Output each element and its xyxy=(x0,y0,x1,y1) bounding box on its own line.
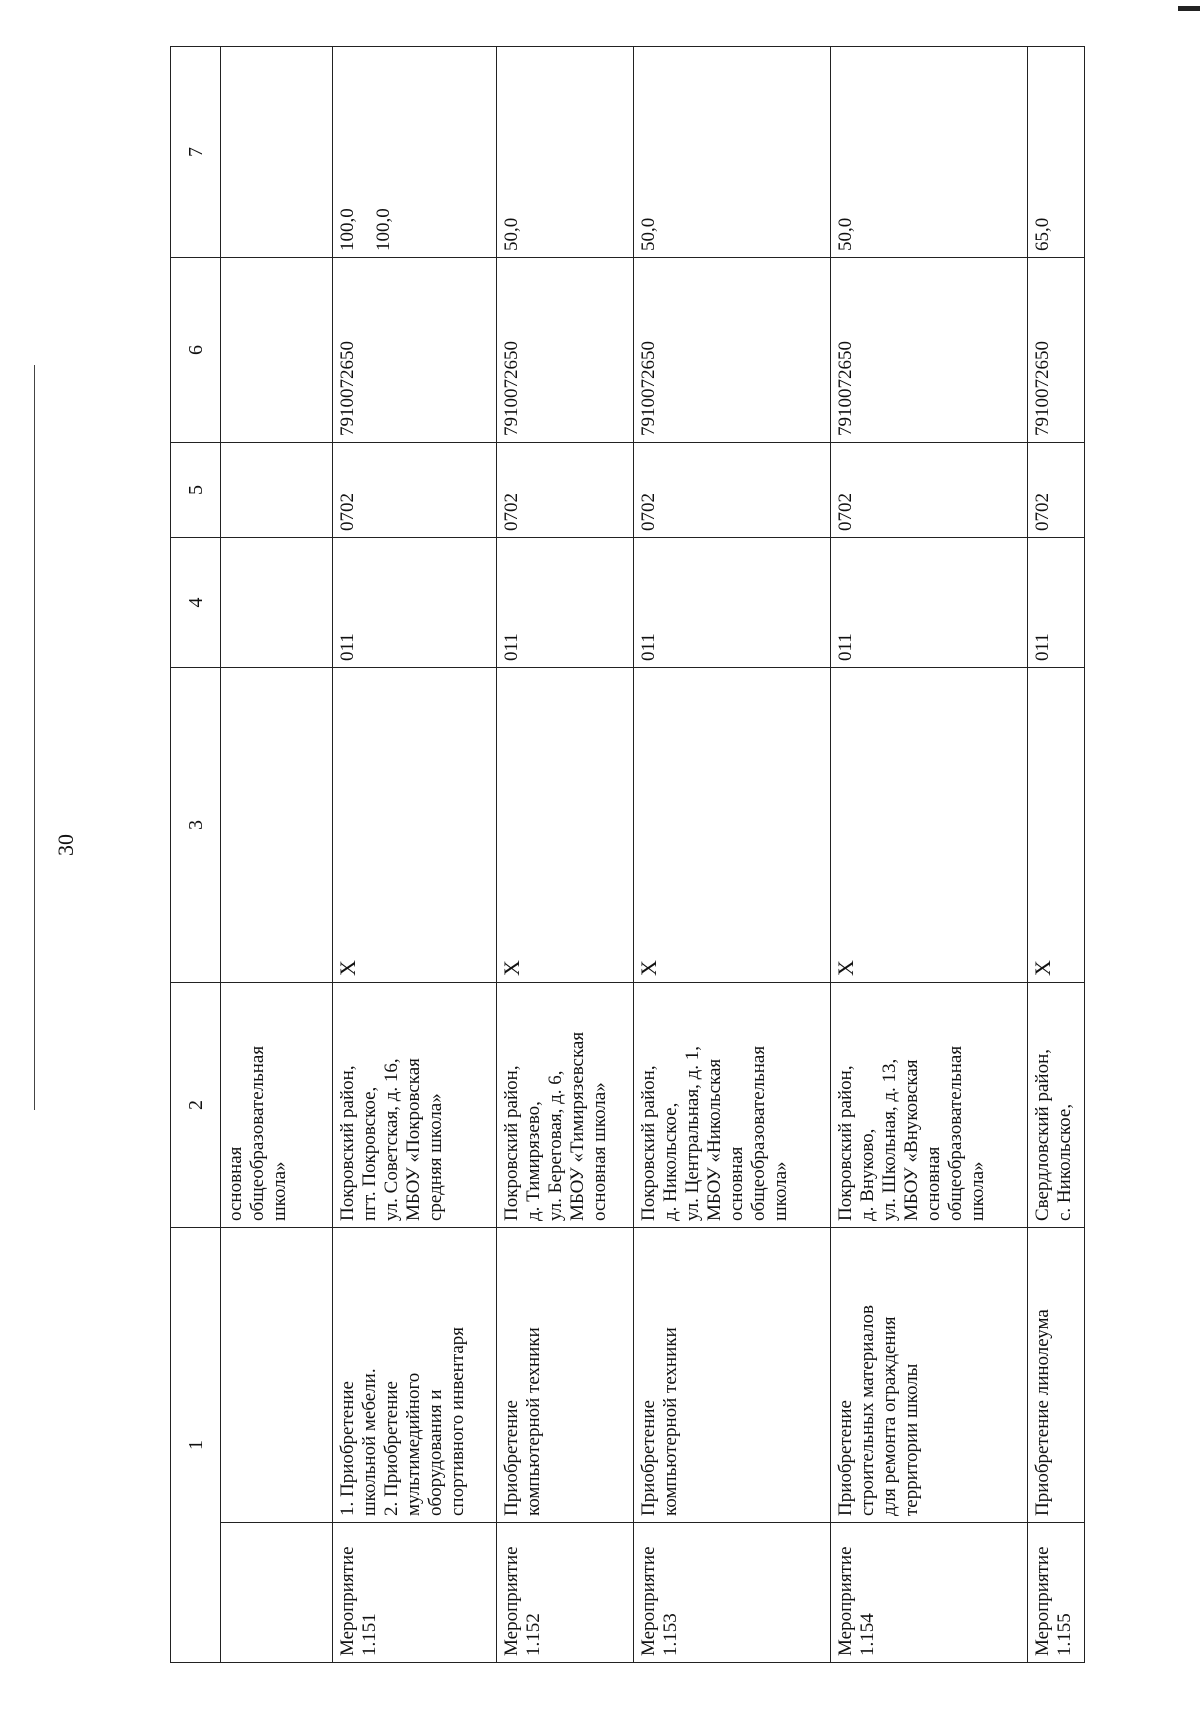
header-cell: 7 xyxy=(171,47,221,258)
column-6-cell: 7910072650 xyxy=(634,258,831,443)
address-line: Покровский район, xyxy=(638,1065,659,1221)
description-cell xyxy=(634,1228,831,1523)
event-line: Мероприятие xyxy=(1032,1546,1053,1656)
description-cell xyxy=(333,1228,497,1523)
header-cell: 2 xyxy=(171,983,221,1228)
address-line: ул. Береговая, д. 6, xyxy=(545,1070,566,1221)
description-cell xyxy=(1028,1228,1085,1523)
description-line: 1. Приобретение xyxy=(337,1381,358,1516)
column-6-cell xyxy=(221,258,333,443)
event-line: 1.151 xyxy=(359,1613,380,1656)
budget-events-table xyxy=(170,46,1085,1663)
event-cell xyxy=(221,1523,333,1663)
table-row xyxy=(831,47,1028,1663)
column-3-cell: Х xyxy=(497,668,634,983)
description-line: Приобретение линолеума xyxy=(1032,1309,1053,1516)
column-4-cell: 011 xyxy=(1028,538,1085,668)
amount-cell xyxy=(333,47,497,258)
column-4-cell: 011 xyxy=(333,538,497,668)
header-cell: 6 xyxy=(171,258,221,443)
event-line: 1.155 xyxy=(1054,1613,1075,1656)
header-cell: 5 xyxy=(171,443,221,538)
address-cell xyxy=(831,983,1028,1228)
address-line: МБОУ «Покровская xyxy=(403,1058,424,1221)
column-3-cell xyxy=(221,668,333,983)
column-4-cell xyxy=(221,538,333,668)
table-row xyxy=(1028,47,1085,1663)
rotated-page-content xyxy=(170,47,1084,1663)
description-cell xyxy=(497,1228,634,1523)
address-line: основная школа» xyxy=(589,1082,610,1221)
address-line: средняя школа» xyxy=(425,1093,446,1221)
column-5-cell: 0702 xyxy=(1028,443,1085,538)
event-cell xyxy=(634,1523,831,1663)
amount-cell xyxy=(1028,47,1085,258)
column-6-cell: 7910072650 xyxy=(1028,258,1085,443)
address-line: д. Никольское, xyxy=(660,1102,681,1221)
address-line: общеобразовательная xyxy=(945,1045,966,1221)
address-line: общеобразовательная xyxy=(748,1045,769,1221)
description-line: территории школы xyxy=(901,1363,922,1516)
address-line: д. Внуково, xyxy=(857,1128,878,1221)
address-line: Покровский район, xyxy=(835,1065,856,1221)
address-line: МБОУ «Тимирязевская xyxy=(567,1031,588,1221)
description-line: Приобретение xyxy=(835,1400,856,1516)
description-line: компьютерной техники xyxy=(660,1327,681,1516)
event-line: Мероприятие xyxy=(337,1546,358,1656)
event-cell xyxy=(333,1523,497,1663)
column-3-cell: Х xyxy=(831,668,1028,983)
column-5-cell: 0702 xyxy=(333,443,497,538)
event-line: 1.152 xyxy=(523,1613,544,1656)
description-line: Приобретение xyxy=(638,1400,659,1516)
address-line: Свердловский район, xyxy=(1032,1049,1053,1221)
address-line: ул. Школьная, д. 13, xyxy=(879,1058,900,1221)
address-line: школа» xyxy=(770,1161,791,1221)
table-row xyxy=(634,47,831,1663)
address-line: основная xyxy=(225,1146,246,1221)
address-line: МБОУ «Никольская xyxy=(704,1058,725,1221)
address-line: ул. Советская, д. 16, xyxy=(381,1058,402,1221)
address-line: с. Никольское, xyxy=(1054,1103,1075,1221)
address-line: Покровский район, xyxy=(337,1065,358,1221)
page-number: 30 xyxy=(53,834,78,856)
address-cell xyxy=(497,983,634,1228)
table-header-row xyxy=(171,47,221,1663)
address-line: д. Тимирязево, xyxy=(523,1101,544,1221)
amount-cell xyxy=(221,47,333,258)
header-cell: 3 xyxy=(171,668,221,983)
address-line: пгт. Покровское, xyxy=(359,1086,380,1221)
column-4-cell: 011 xyxy=(497,538,634,668)
column-6-cell: 7910072650 xyxy=(333,258,497,443)
amount-value: 100,0 xyxy=(373,208,394,251)
column-4-cell: 011 xyxy=(634,538,831,668)
event-line: 1.154 xyxy=(857,1613,878,1656)
event-line: Мероприятие xyxy=(835,1546,856,1656)
column-5-cell: 0702 xyxy=(831,443,1028,538)
table-row xyxy=(333,47,497,1663)
address-cell xyxy=(221,983,333,1228)
column-4-cell: 011 xyxy=(831,538,1028,668)
continuation-row xyxy=(221,47,333,1663)
amount-value: 100,0 xyxy=(337,208,358,251)
address-cell xyxy=(1028,983,1085,1228)
address-cell xyxy=(634,983,831,1228)
amount-cell xyxy=(831,47,1028,258)
description-cell xyxy=(831,1228,1028,1523)
address-line: школа» xyxy=(269,1161,290,1221)
amount-cell xyxy=(497,47,634,258)
amount-value: 50,0 xyxy=(501,217,522,251)
column-3-cell: Х xyxy=(1028,668,1085,983)
event-line: Мероприятие xyxy=(638,1546,659,1656)
amount-value: 50,0 xyxy=(835,217,856,251)
address-cell xyxy=(333,983,497,1228)
address-line: ул. Центральная, д. 1, xyxy=(682,1045,703,1221)
left-margin-line xyxy=(34,365,35,1110)
description-line: 2. Приобретение xyxy=(381,1381,402,1516)
description-line: для ремонта ограждения xyxy=(879,1316,900,1516)
address-line: МБОУ «Внуковская xyxy=(901,1059,922,1221)
column-6-cell: 7910072650 xyxy=(831,258,1028,443)
address-line: Покровский район, xyxy=(501,1065,522,1221)
description-line: оборудования и xyxy=(425,1389,446,1516)
address-line: основная xyxy=(726,1146,747,1221)
description-line: строительных материалов xyxy=(857,1305,878,1516)
event-cell xyxy=(831,1523,1028,1663)
event-line: Мероприятие xyxy=(501,1546,522,1656)
column-3-cell: Х xyxy=(333,668,497,983)
column-5-cell: 0702 xyxy=(497,443,634,538)
description-line: мультимедийного xyxy=(403,1372,424,1516)
corner-scan-mark xyxy=(1178,6,1200,11)
address-line: общеобразовательная xyxy=(247,1045,268,1221)
amount-cell xyxy=(634,47,831,258)
column-3-cell: Х xyxy=(634,668,831,983)
amount-value: 65,0 xyxy=(1032,217,1053,251)
column-5-cell: 0702 xyxy=(634,443,831,538)
event-cell xyxy=(497,1523,634,1663)
table-row xyxy=(497,47,634,1663)
column-6-cell: 7910072650 xyxy=(497,258,634,443)
header-cell: 1 xyxy=(171,1228,221,1663)
event-cell xyxy=(1028,1523,1085,1663)
amount-value: 50,0 xyxy=(638,217,659,251)
address-line: основная xyxy=(923,1146,944,1221)
description-line: спортивного инвентаря xyxy=(447,1326,468,1516)
description-line: Приобретение xyxy=(501,1400,522,1516)
event-line: 1.153 xyxy=(660,1613,681,1656)
header-cell: 4 xyxy=(171,538,221,668)
description-line: компьютерной техники xyxy=(523,1327,544,1516)
column-5-cell xyxy=(221,443,333,538)
address-line: школа» xyxy=(967,1161,988,1221)
description-cell xyxy=(221,1228,333,1523)
description-line: школьной мебели. xyxy=(359,1368,380,1516)
